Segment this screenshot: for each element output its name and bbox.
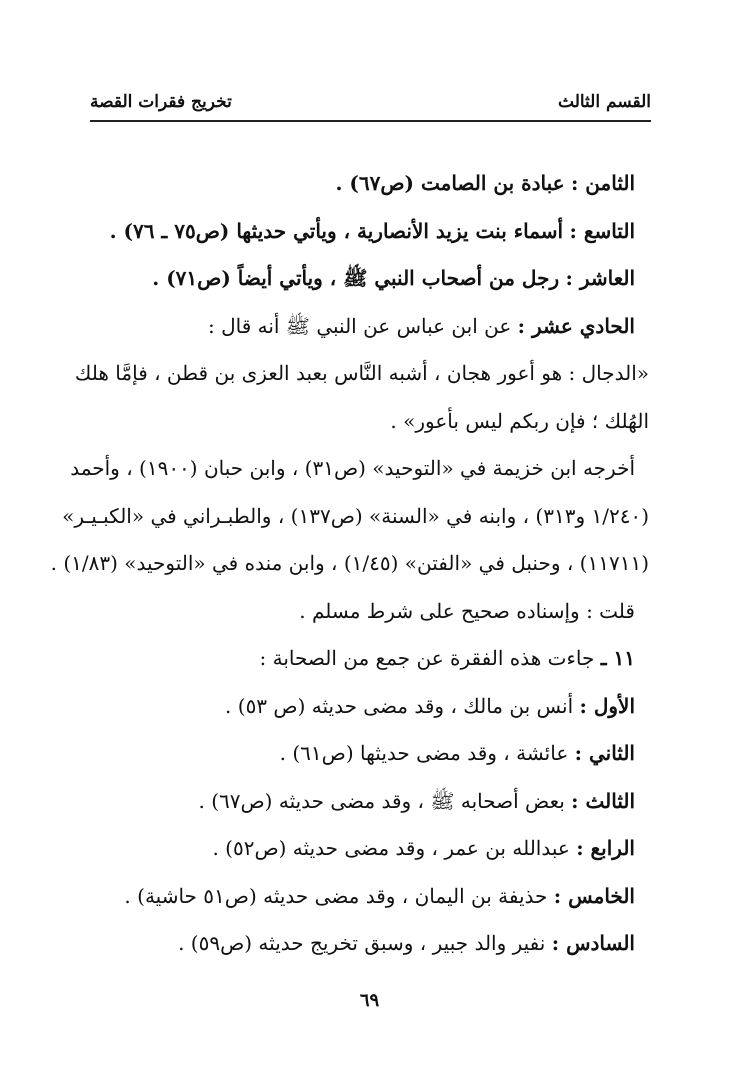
text-line: السادس : نفير والد جبير ، وسبق تخريج حديثه (ص٥٩) . xyxy=(178,931,635,955)
text-line: الرابع : عبدالله بن عمر ، وقد مضى حديثه (ص٥٢) . xyxy=(212,836,635,860)
text-line: الثاني : عائشة ، وقد مضى حديثها (ص٦١) . xyxy=(279,741,635,765)
text-line: قلت : وإسناده صحيح على شرط مسلم . xyxy=(299,598,635,623)
page-body xyxy=(50,160,649,968)
citation-line: (١١٧١١) ، وحنبل في «الفتن» (١/٤٥) ، وابن منده في «التوحيد» (١/٨٣) . xyxy=(50,551,649,575)
text-line: العاشر : رجل من أصحاب النبي ﷺ ، ويأتي أيضاً (ص٧١) . xyxy=(152,266,635,290)
page-header xyxy=(90,82,651,112)
header-divider xyxy=(90,120,651,122)
citation-line: أخرجه ابن خزيمة في «التوحيد» (ص٣١) ، وابن حبان (١٩٠٠) ، وأحمد xyxy=(70,456,635,480)
page-number: ٦٩ xyxy=(359,990,380,1011)
text-line: ١١ ـ جاءت هذه الفقرة عن جمع من الصحابة : xyxy=(259,646,635,670)
section-title: القسم الثالث xyxy=(558,92,651,112)
quote-line: «الدجال : هو أعور هجان ، أشبه النَّاس بعبد العزى بن قطن ، فإمَّا هلك xyxy=(74,361,649,385)
text-line: الثامن : عبادة بن الصامت (ص٦٧) . xyxy=(335,171,635,195)
text-line: التاسع : أسماء بنت يزيد الأنصارية ، ويأتي حديثها (ص٧٥ ـ ٧٦) . xyxy=(109,218,635,243)
text-line: الحادي عشر : عن ابن عباس عن النبي ﷺ أنه قال : xyxy=(207,313,635,338)
text-line: الأول : أنس بن مالك ، وقد مضى حديثه (ص ٥٣) . xyxy=(225,693,635,718)
chapter-title: تخريج فقرات القصة xyxy=(90,92,232,112)
quote-line: الهُلك ؛ فإن ربكم ليس بأعور» . xyxy=(390,408,649,433)
text-line: الخامس : حذيفة بن اليمان ، وقد مضى حديثه (ص٥١ حاشية) . xyxy=(124,883,635,908)
citation-line: (١/٢٤٠ و٣١٣) ، وابنه في «السنة» (ص١٣٧) ، والطبـراني في «الكبـيـر» xyxy=(62,503,649,528)
text-line: الثالث : بعض أصحابه ﷺ ، وقد مضى حديثه (ص٦٧) . xyxy=(198,788,635,813)
